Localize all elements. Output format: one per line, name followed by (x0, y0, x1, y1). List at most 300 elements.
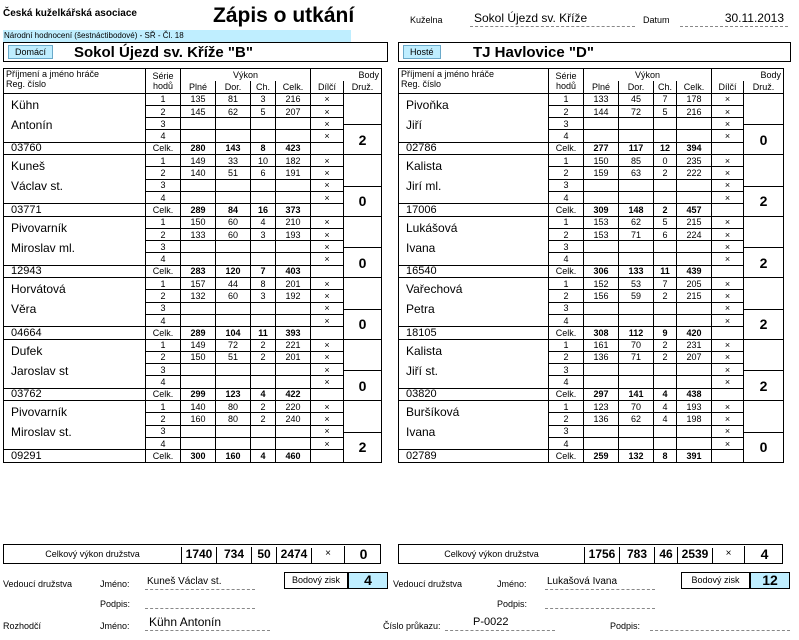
plne-header: Plné (181, 81, 216, 93)
player-first-name: Ivana (406, 425, 436, 440)
away-team-name: TJ Havlovice "D" (473, 44, 594, 61)
player-first-name: Jaroslav st (11, 363, 69, 378)
druz-cell (744, 278, 784, 339)
player-name-cell (399, 278, 549, 327)
plne-value: 277 (584, 142, 619, 154)
dor-value: 51 (216, 351, 251, 363)
ch-value (654, 364, 677, 376)
ch-value: 2 (251, 401, 276, 413)
serie-number: 2 (549, 105, 584, 117)
player-row (4, 216, 382, 228)
ch-value: 0 (654, 155, 677, 167)
dilci-mark (712, 450, 744, 462)
ch-value: 16 (251, 204, 276, 216)
player-first-name: Věra (11, 302, 37, 317)
serie-number: 1 (146, 401, 181, 413)
ch-value: 7 (251, 265, 276, 277)
ch-header: Ch. (251, 81, 276, 93)
player-name-cell (399, 93, 549, 142)
dilci-mark (311, 388, 344, 400)
ch-value (654, 241, 677, 253)
ch-value: 11 (654, 265, 677, 277)
ch-value: 4 (654, 401, 677, 413)
plne-value: 299 (181, 388, 216, 400)
celk-value (276, 302, 311, 314)
celk-value: 460 (276, 450, 311, 462)
serie-number: 2 (549, 413, 584, 425)
dor-value (619, 241, 654, 253)
celk-header: Celk. (677, 81, 712, 93)
plne-value: 297 (584, 388, 619, 400)
celk-value: 201 (276, 278, 311, 290)
plne-value: 308 (584, 327, 619, 339)
plne-value: 149 (181, 339, 216, 351)
rozhodci-podpis-label: Podpis: (610, 621, 641, 631)
player-team-points: 0 (344, 370, 381, 400)
serie-number: 2 (549, 290, 584, 302)
ch-value: 5 (251, 105, 276, 117)
dilci-mark: × (712, 351, 744, 363)
ch-value: 2 (654, 351, 677, 363)
team-total-x: × (311, 548, 344, 564)
serie-number: 1 (146, 93, 181, 105)
serie-number: Celk. (549, 388, 584, 400)
home-bodovy-zisk-value: 4 (348, 572, 388, 589)
player-name-cell (4, 155, 146, 204)
player-row (399, 204, 784, 216)
player-team-points: 0 (344, 186, 381, 216)
dilci-mark: × (311, 179, 344, 191)
dor-value: 33 (216, 155, 251, 167)
celk-value (677, 118, 712, 130)
dor-value (216, 376, 251, 388)
plne-value (181, 376, 216, 388)
plne-value (181, 253, 216, 265)
player-reg-number: 02789 (399, 450, 549, 462)
dor-value (216, 302, 251, 314)
player-team-points: 2 (744, 247, 783, 277)
dilci-mark: × (311, 302, 344, 314)
player-surname: Vařechová (406, 282, 463, 297)
player-reg-number: 18105 (399, 327, 549, 339)
dilci-mark: × (712, 216, 744, 228)
player-first-name: Ivana (406, 240, 436, 255)
rozhodci-jmeno-label: Jméno: (100, 621, 130, 631)
player-surname: Pivovarník (11, 220, 68, 235)
player-row (4, 388, 382, 400)
kuzelna-label: Kuželna (410, 15, 443, 25)
plne-value: 123 (584, 401, 619, 413)
dor-value (619, 302, 654, 314)
dor-value (216, 314, 251, 326)
ch-value: 4 (654, 413, 677, 425)
plne-value (181, 130, 216, 142)
dor-value: 117 (619, 142, 654, 154)
home-team-name: Sokol Újezd sv. Kříže "B" (74, 44, 253, 61)
dor-value: 143 (216, 142, 251, 154)
dilci-mark: × (311, 93, 344, 105)
plne-value: 283 (181, 265, 216, 277)
cislo-prukazu-label: Číslo průkazu: (383, 621, 441, 631)
dilci-mark: × (311, 241, 344, 253)
celk-value (276, 118, 311, 130)
celk-value (677, 241, 712, 253)
ch-value (251, 241, 276, 253)
player-name-cell (4, 339, 146, 388)
serie-number: 1 (146, 155, 181, 167)
datum-label: Datum (643, 15, 670, 25)
plne-value: 133 (584, 93, 619, 105)
player-reg-number: 12943 (4, 265, 146, 277)
plne-value: 153 (584, 228, 619, 240)
player-surname: Kühn (11, 97, 40, 112)
plne-value (181, 437, 216, 449)
player-row (399, 142, 784, 154)
serie-number: 3 (549, 425, 584, 437)
celk-value: 210 (276, 216, 311, 228)
dilci-mark: × (311, 425, 344, 437)
celk-value: 182 (276, 155, 311, 167)
plne-value (584, 130, 619, 142)
dilci-mark: × (712, 253, 744, 265)
serie-number: 1 (549, 93, 584, 105)
ch-value (654, 130, 677, 142)
dor-value: 72 (619, 105, 654, 117)
dilci-mark: × (712, 241, 744, 253)
dor-value: 133 (619, 265, 654, 277)
serie-number: Celk. (146, 265, 181, 277)
dilci-mark: × (311, 278, 344, 290)
plne-value (584, 191, 619, 203)
dor-value (216, 437, 251, 449)
druz-cell (744, 339, 784, 400)
celk-value: 221 (276, 339, 311, 351)
player-row (399, 278, 784, 290)
ch-value: 10 (251, 155, 276, 167)
home-jmeno-label: Jméno: (100, 579, 130, 589)
dilci-mark: × (311, 191, 344, 203)
druz-cell (344, 278, 382, 339)
plne-value (181, 118, 216, 130)
home-podpis-label: Podpis: (100, 599, 131, 609)
ch-value (251, 118, 276, 130)
dor-value (619, 425, 654, 437)
player-surname: Lukášová (406, 220, 458, 235)
celk-value: 216 (677, 105, 712, 117)
ch-value: 2 (654, 339, 677, 351)
player-row (399, 339, 784, 351)
druz-header: Druž. (744, 81, 784, 93)
dilci-mark: × (712, 179, 744, 191)
celk-value: 193 (276, 228, 311, 240)
dilci-mark: × (712, 401, 744, 413)
serie-number: 4 (549, 437, 584, 449)
dor-value (619, 376, 654, 388)
serie-number: 3 (146, 364, 181, 376)
dilci-mark: × (311, 351, 344, 363)
player-reg-number: 02786 (399, 142, 549, 154)
serie-number: 2 (549, 228, 584, 240)
dilci-mark (712, 265, 744, 277)
ch-value (251, 314, 276, 326)
player-name-cell (4, 401, 146, 450)
dilci-mark: × (712, 413, 744, 425)
celk-value: 422 (276, 388, 311, 400)
serie-number: 1 (549, 278, 584, 290)
player-surname: Dufek (11, 343, 43, 358)
dilci-mark: × (311, 364, 344, 376)
serie-number: 4 (549, 130, 584, 142)
druz-cell (344, 401, 382, 462)
home-team-row (3, 42, 388, 62)
celk-value: 403 (276, 265, 311, 277)
dilci-header: Dílčí (311, 81, 344, 93)
team-total-row (398, 544, 783, 564)
ch-value: 2 (654, 204, 677, 216)
dor-value: 141 (619, 388, 654, 400)
serie-number: 4 (146, 130, 181, 142)
serie-number: 3 (146, 179, 181, 191)
team-total-value: 2474 (276, 547, 311, 563)
player-reg-number: 03762 (4, 388, 146, 400)
dilci-mark: × (712, 93, 744, 105)
serie-number: Celk. (549, 142, 584, 154)
dor-value (216, 425, 251, 437)
celk-value: 420 (677, 327, 712, 339)
player-name-cell (4, 278, 146, 327)
dilci-mark: × (311, 105, 344, 117)
dilci-mark: × (311, 314, 344, 326)
serie-number: 2 (146, 105, 181, 117)
serie-number: 2 (146, 228, 181, 240)
serie-number: 1 (146, 216, 181, 228)
serie-number: 3 (146, 425, 181, 437)
celk-value: 220 (276, 401, 311, 413)
ch-value (654, 376, 677, 388)
plne-value: 157 (181, 278, 216, 290)
dor-value: 80 (216, 401, 251, 413)
player-name-cell (399, 216, 549, 265)
player-row (4, 93, 382, 105)
druz-cell (344, 216, 382, 277)
player-reg-number: 09291 (4, 450, 146, 462)
serie-number: Celk. (146, 450, 181, 462)
away-bodovy-zisk (681, 572, 790, 589)
dilci-mark: × (712, 376, 744, 388)
ch-value: 6 (654, 228, 677, 240)
team-total-label: Celkový výkon družstva (444, 549, 539, 559)
celk-value (677, 437, 712, 449)
dilci-mark: × (712, 228, 744, 240)
dilci-mark: × (311, 118, 344, 130)
dilci-mark: × (712, 437, 744, 449)
dilci-mark: × (712, 314, 744, 326)
ch-value: 3 (251, 228, 276, 240)
celk-value: 423 (276, 142, 311, 154)
celk-value (677, 314, 712, 326)
serie-number: Celk. (146, 388, 181, 400)
serie-number: Celk. (146, 327, 181, 339)
player-team-points: 0 (744, 124, 783, 154)
body-header: Body (712, 69, 784, 81)
plne-header: Plné (584, 81, 619, 93)
celk-value: 205 (677, 278, 712, 290)
dor-value: 62 (619, 216, 654, 228)
dor-value (619, 191, 654, 203)
away-team-row (398, 42, 791, 62)
plne-value (181, 179, 216, 191)
player-row (399, 265, 784, 277)
plne-value: 289 (181, 327, 216, 339)
celk-value (276, 314, 311, 326)
home-tag: Domácí (8, 45, 53, 59)
plne-value: 150 (181, 351, 216, 363)
ch-value: 4 (251, 216, 276, 228)
celk-value: 240 (276, 413, 311, 425)
plne-value: 145 (181, 105, 216, 117)
dor-header: Dor. (216, 81, 251, 93)
team-total-value: 50 (251, 547, 276, 563)
dilci-mark: × (311, 216, 344, 228)
away-bodovy-zisk-value: 12 (750, 572, 790, 589)
player-reg-number: 03820 (399, 388, 549, 400)
dilci-mark: × (712, 155, 744, 167)
plne-value: 135 (181, 93, 216, 105)
ch-value: 9 (654, 327, 677, 339)
home-bodovy-zisk (284, 572, 388, 589)
player-row (399, 155, 784, 167)
dor-value: 104 (216, 327, 251, 339)
plne-value: 306 (584, 265, 619, 277)
serie-number: 4 (549, 376, 584, 388)
dilci-mark: × (712, 425, 744, 437)
serie-number: 2 (146, 413, 181, 425)
dor-value: 45 (619, 93, 654, 105)
dor-value: 112 (619, 327, 654, 339)
plne-value: 300 (181, 450, 216, 462)
dilci-mark: × (311, 155, 344, 167)
ch-value (654, 314, 677, 326)
dilci-mark: × (712, 290, 744, 302)
celk-value (276, 241, 311, 253)
dilci-mark (712, 204, 744, 216)
dilci-mark (311, 142, 344, 154)
team-total-value: 734 (216, 547, 251, 563)
celk-value (677, 253, 712, 265)
plne-value (584, 241, 619, 253)
player-row (399, 401, 784, 413)
ch-value: 4 (251, 388, 276, 400)
player-row (399, 450, 784, 462)
home-podpis-line (145, 594, 255, 609)
plne-value (181, 314, 216, 326)
plne-value: 289 (181, 204, 216, 216)
player-row (4, 155, 382, 167)
dor-value (619, 364, 654, 376)
team-total-value: 1740 (181, 547, 216, 563)
dor-value: 132 (619, 450, 654, 462)
ch-value: 7 (654, 93, 677, 105)
ch-value: 2 (251, 413, 276, 425)
team-total-value: 2539 (677, 547, 712, 563)
ch-value: 8 (251, 278, 276, 290)
serie-number: 1 (146, 339, 181, 351)
plne-value: 309 (584, 204, 619, 216)
kuzelna-value: Sokol Újezd sv. Kříže (470, 9, 635, 27)
dor-value: 62 (619, 413, 654, 425)
rozhodci-name: Kühn Antonín (145, 614, 270, 631)
page-title: Zápis o utkání (213, 4, 355, 27)
ch-value: 2 (251, 351, 276, 363)
dilci-mark: × (712, 364, 744, 376)
player-name-cell (399, 339, 549, 388)
plne-value (181, 191, 216, 203)
plne-value (181, 302, 216, 314)
celk-value: 439 (677, 265, 712, 277)
dilci-mark: × (311, 437, 344, 449)
serie-number: 4 (549, 314, 584, 326)
serie-number: 3 (549, 118, 584, 130)
celk-value: 216 (276, 93, 311, 105)
ch-value (251, 130, 276, 142)
plne-value: 140 (181, 401, 216, 413)
dilci-mark: × (311, 401, 344, 413)
dilci-mark: × (712, 118, 744, 130)
celk-value (677, 302, 712, 314)
dilci-header: Dílčí (712, 81, 744, 93)
celk-value (276, 191, 311, 203)
player-team-points: 2 (744, 309, 783, 339)
away-bodovy-zisk-label: Bodový zisk (681, 572, 750, 589)
player-first-name: Jiří (406, 117, 422, 132)
celk-value (276, 130, 311, 142)
plne-value (584, 364, 619, 376)
dilci-mark: × (712, 339, 744, 351)
player-reg-number: 04664 (4, 327, 146, 339)
plne-value: 160 (181, 413, 216, 425)
away-vedouci-label: Vedoucí družstva (393, 579, 463, 589)
serie-number: Celk. (549, 265, 584, 277)
ch-value (654, 253, 677, 265)
celk-value (677, 376, 712, 388)
serie-number: 3 (549, 302, 584, 314)
player-row (399, 93, 784, 105)
dor-value: 63 (619, 167, 654, 179)
player-row (4, 265, 382, 277)
team-total-value: 1756 (584, 547, 619, 563)
dilci-mark (311, 327, 344, 339)
dor-value: 53 (619, 278, 654, 290)
celk-value (276, 425, 311, 437)
ch-value: 5 (654, 216, 677, 228)
dilci-mark: × (311, 228, 344, 240)
body-header: Body (311, 69, 382, 81)
name-header (4, 69, 146, 94)
away-podpis-line (545, 594, 655, 609)
plne-value: 136 (584, 413, 619, 425)
celk-value: 215 (677, 290, 712, 302)
celk-value (276, 437, 311, 449)
datum-value: 30.11.2013 (680, 9, 788, 27)
player-first-name: Jirí ml. (406, 179, 442, 194)
player-team-points: 2 (744, 370, 783, 400)
ch-value: 8 (251, 142, 276, 154)
player-row (399, 327, 784, 339)
away-vedouci-name: Lukašová Ivana (545, 574, 655, 590)
plne-value: 149 (181, 155, 216, 167)
celk-value (677, 191, 712, 203)
celk-value: 192 (276, 290, 311, 302)
